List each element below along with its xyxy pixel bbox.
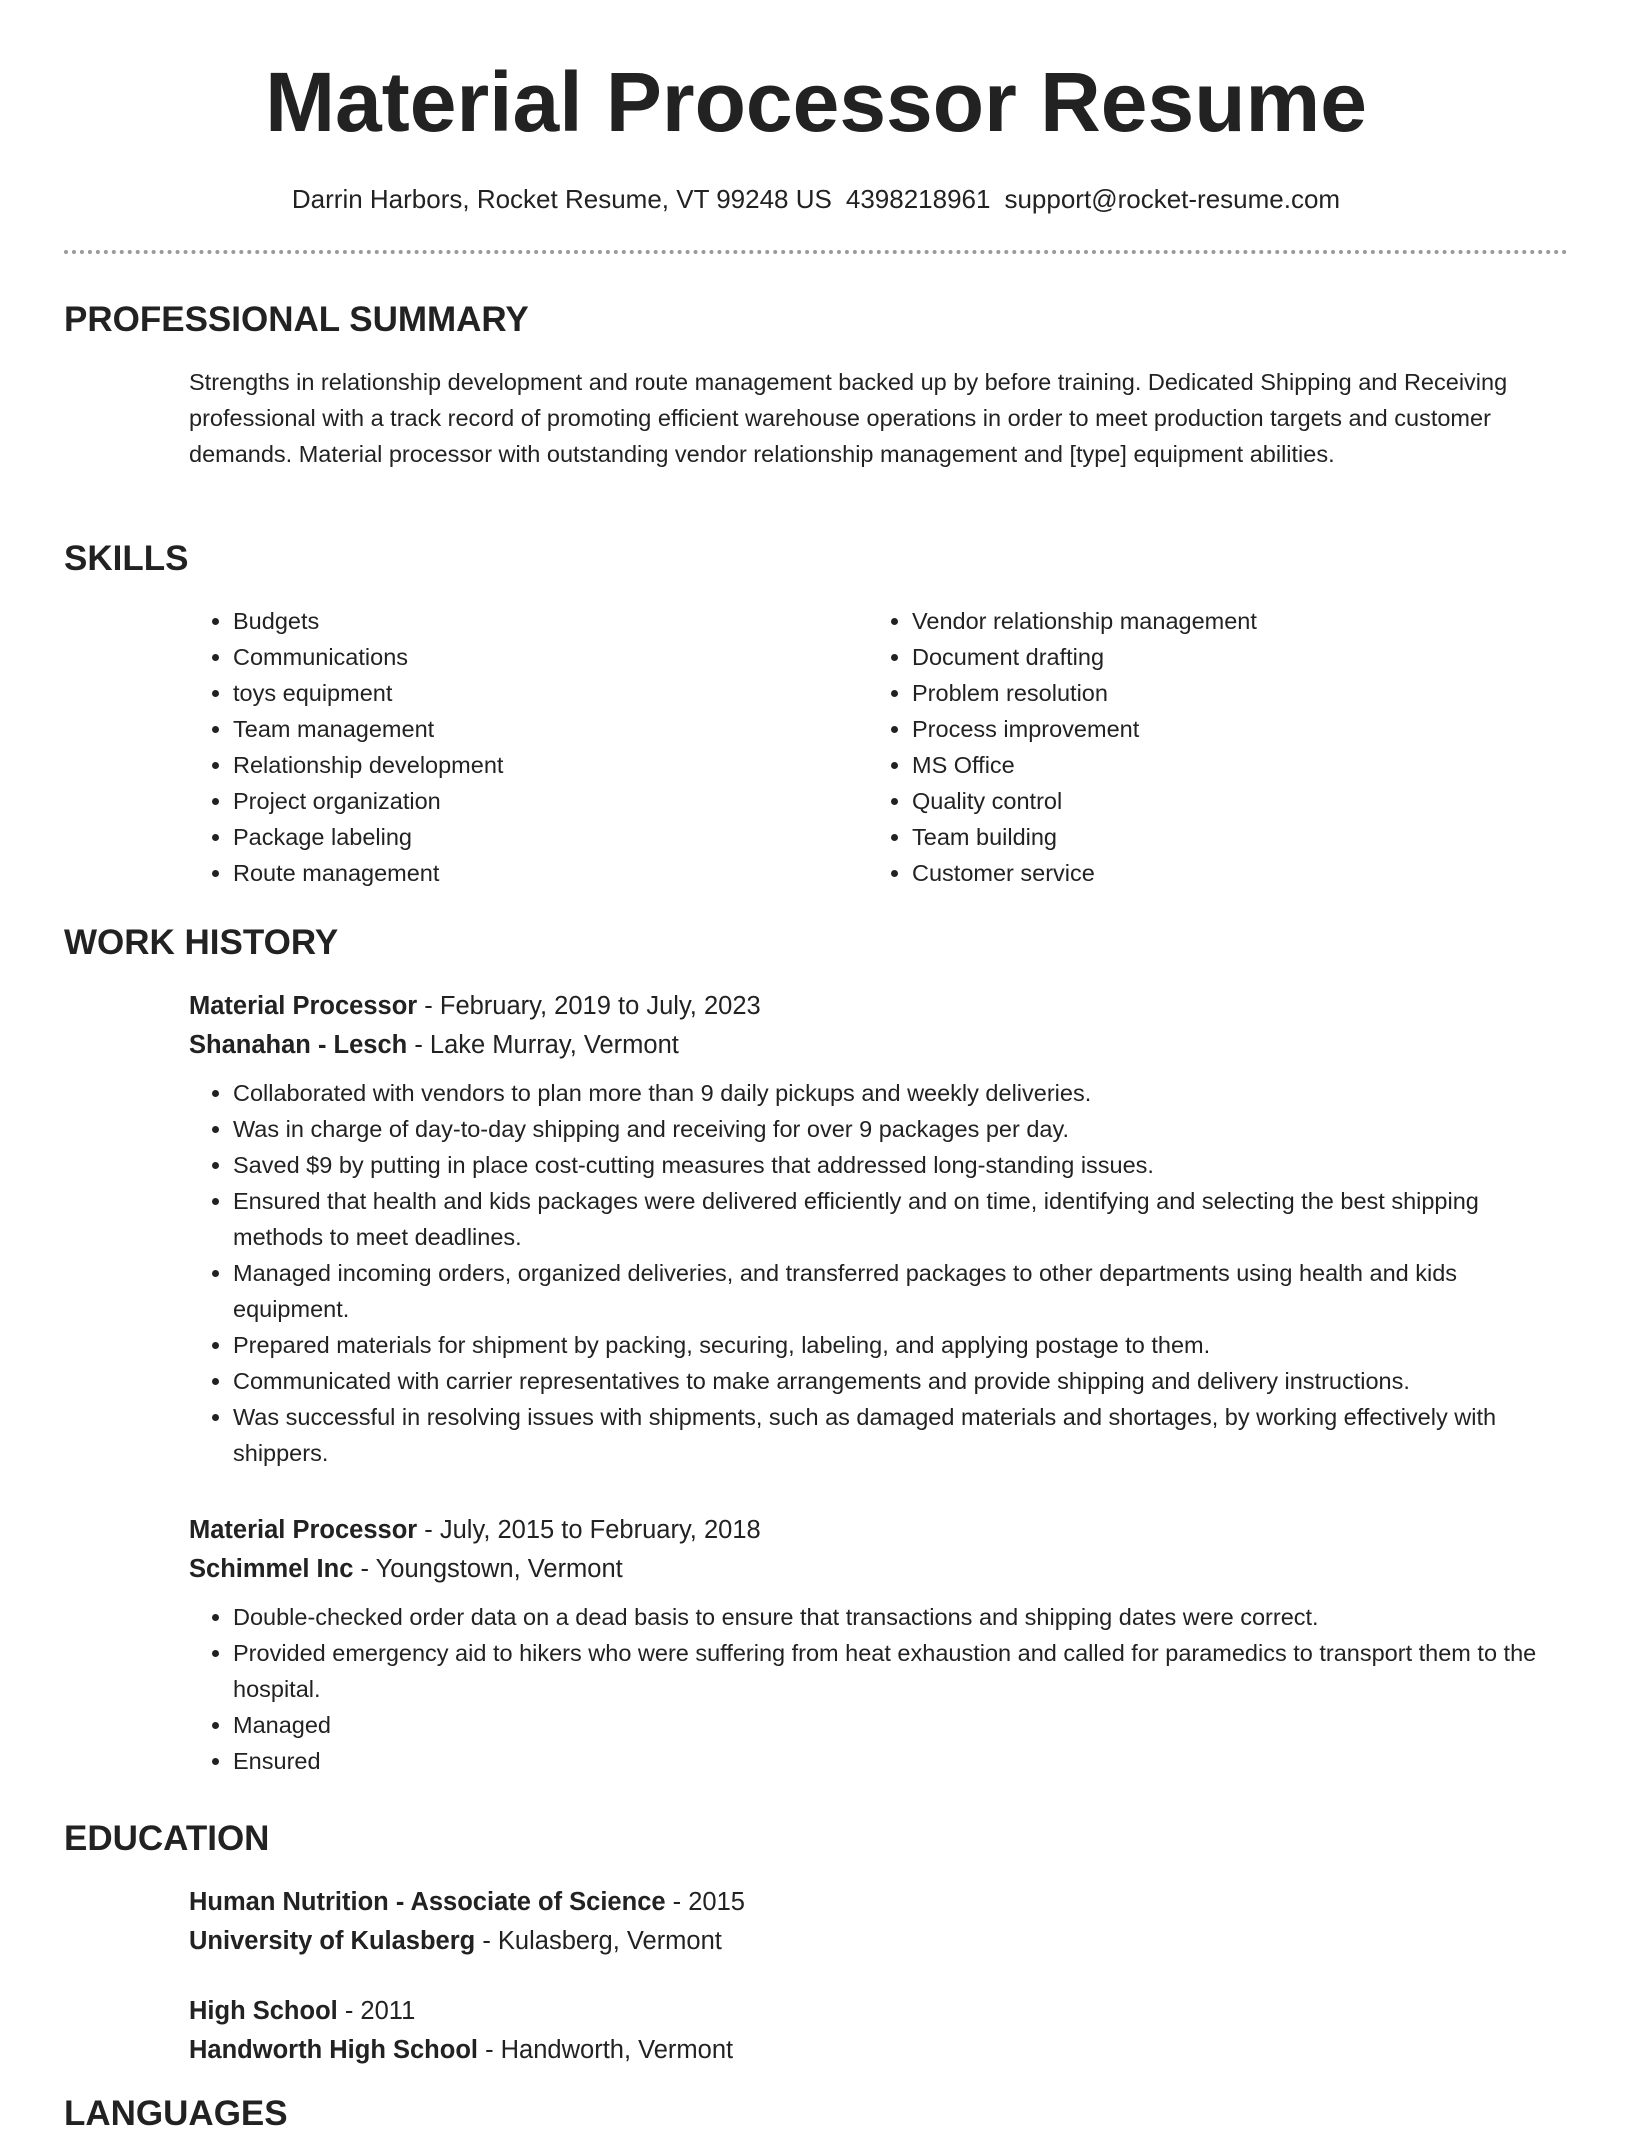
skill-item: • Relationship development bbox=[233, 747, 829, 783]
skills-left-column bbox=[189, 603, 829, 891]
contact-line bbox=[0, 180, 1632, 218]
skill-item: • Customer service bbox=[912, 855, 1558, 891]
job-bullet: • Managed bbox=[233, 1707, 1559, 1743]
job-company-line bbox=[189, 1550, 1559, 1589]
job-entry bbox=[189, 987, 1559, 1471]
summary-heading: PROFESSIONAL SUMMARY bbox=[64, 300, 529, 339]
education-year: - 2015 bbox=[665, 1888, 745, 1916]
skill-item: • Quality control bbox=[912, 783, 1558, 819]
skill-item: • Project organization bbox=[233, 783, 829, 819]
contact-email: support@rocket-resume.com bbox=[1004, 184, 1341, 214]
skill-item: • toys equipment bbox=[233, 675, 829, 711]
job-bullet: • Managed incoming orders, organized deliveries, and transferred packages to other departments using health and kids equipment. bbox=[233, 1255, 1559, 1327]
education-degree-line bbox=[189, 1883, 1559, 1922]
skill-item: • Team management bbox=[233, 711, 829, 747]
job-bullet: • Was in charge of day-to-day shipping and receiving for over 9 packages per day. bbox=[233, 1111, 1559, 1147]
skill-item: • Document drafting bbox=[912, 639, 1558, 675]
job-title: Material Processor bbox=[189, 1516, 418, 1544]
job-title-line bbox=[189, 987, 1559, 1026]
skill-item: • Package labeling bbox=[233, 819, 829, 855]
job-entry bbox=[189, 1511, 1559, 1779]
education-heading: EDUCATION bbox=[64, 1819, 270, 1858]
job-bullet: • Saved $9 by putting in place cost-cutting measures that addressed long-standing issues. bbox=[233, 1147, 1559, 1183]
skill-item: • Communications bbox=[233, 639, 829, 675]
education-entry bbox=[189, 1992, 1559, 2070]
job-company: Schimmel Inc bbox=[189, 1555, 354, 1583]
job-bullets bbox=[189, 1075, 1559, 1471]
education-school: Handworth High School bbox=[189, 2036, 478, 2064]
job-company-line bbox=[189, 1026, 1559, 1065]
job-title-line bbox=[189, 1511, 1559, 1550]
job-bullet: • Prepared materials for shipment by packing, securing, labeling, and applying postage to them. bbox=[233, 1327, 1559, 1363]
contact-address: Darrin Harbors, Rocket Resume, VT 99248 US bbox=[291, 184, 832, 214]
job-bullet: • Collaborated with vendors to plan more than 9 daily pickups and weekly deliveries. bbox=[233, 1075, 1559, 1111]
education-degree: High School bbox=[189, 1997, 338, 2025]
skill-item: • Budgets bbox=[233, 603, 829, 639]
skill-item: • Process improvement bbox=[912, 711, 1558, 747]
education-school: University of Kulasberg bbox=[189, 1927, 476, 1955]
skill-item: • Problem resolution bbox=[912, 675, 1558, 711]
job-dates: - July, 2015 to February, 2018 bbox=[417, 1516, 761, 1544]
resume-title: Material Processor Resume bbox=[265, 55, 1367, 149]
skill-item: • Team building bbox=[912, 819, 1558, 855]
education-year: - 2011 bbox=[337, 1997, 416, 2025]
education-degree: Human Nutrition - Associate of Science bbox=[189, 1888, 666, 1916]
header-divider bbox=[64, 250, 1568, 254]
work-history-heading: WORK HISTORY bbox=[64, 923, 339, 962]
job-location: - Youngstown, Vermont bbox=[353, 1555, 623, 1583]
job-bullet: • Communicated with carrier representatives to make arrangements and provide shipping and delivery instructions. bbox=[233, 1363, 1559, 1399]
summary-text: Strengths in relationship development and route management backed up by before training. Dedicated Shipping and Receiving professional with a track record of promoting efficient warehouse operations in order to meet production targets and customer demands. Material processor with outstanding vendor relationship management and [type] equipment abilities. bbox=[189, 369, 1508, 467]
job-dates: - February, 2019 to July, 2023 bbox=[417, 992, 761, 1020]
skills-heading: SKILLS bbox=[64, 539, 189, 578]
skills-right-column bbox=[868, 603, 1558, 891]
job-bullets bbox=[189, 1599, 1559, 1779]
education-degree-line bbox=[189, 1992, 1559, 2031]
job-bullet: • Double-checked order data on a dead basis to ensure that transactions and shipping dates were correct. bbox=[233, 1599, 1559, 1635]
education-location: - Handworth, Vermont bbox=[477, 2036, 734, 2064]
job-title: Material Processor bbox=[189, 992, 418, 1020]
job-bullet: • Provided emergency aid to hikers who were suffering from heat exhaustion and called for paramedics to transport them to the hospital. bbox=[233, 1635, 1559, 1707]
skill-item: • MS Office bbox=[912, 747, 1558, 783]
education-entry bbox=[189, 1883, 1559, 1961]
contact-phone: 4398218961 bbox=[845, 184, 991, 214]
skill-item: • Route management bbox=[233, 855, 829, 891]
education-location: - Kulasberg, Vermont bbox=[475, 1927, 722, 1955]
summary-section bbox=[189, 364, 1559, 472]
education-school-line bbox=[189, 1922, 1559, 1961]
job-bullet: • Was successful in resolving issues with shipments, such as damaged materials and shortages, by working effectively with shippers. bbox=[233, 1399, 1559, 1471]
job-bullet: • Ensured that health and kids packages were delivered efficiently and on time, identifying and selecting the best shipping methods to meet deadlines. bbox=[233, 1183, 1559, 1255]
job-bullet: • Ensured bbox=[233, 1743, 1559, 1779]
job-location: - Lake Murray, Vermont bbox=[407, 1031, 679, 1059]
languages-heading: LANGUAGES bbox=[64, 2094, 288, 2133]
job-company: Shanahan - Lesch bbox=[189, 1031, 408, 1059]
skill-item: • Vendor relationship management bbox=[912, 603, 1558, 639]
education-school-line bbox=[189, 2031, 1559, 2070]
